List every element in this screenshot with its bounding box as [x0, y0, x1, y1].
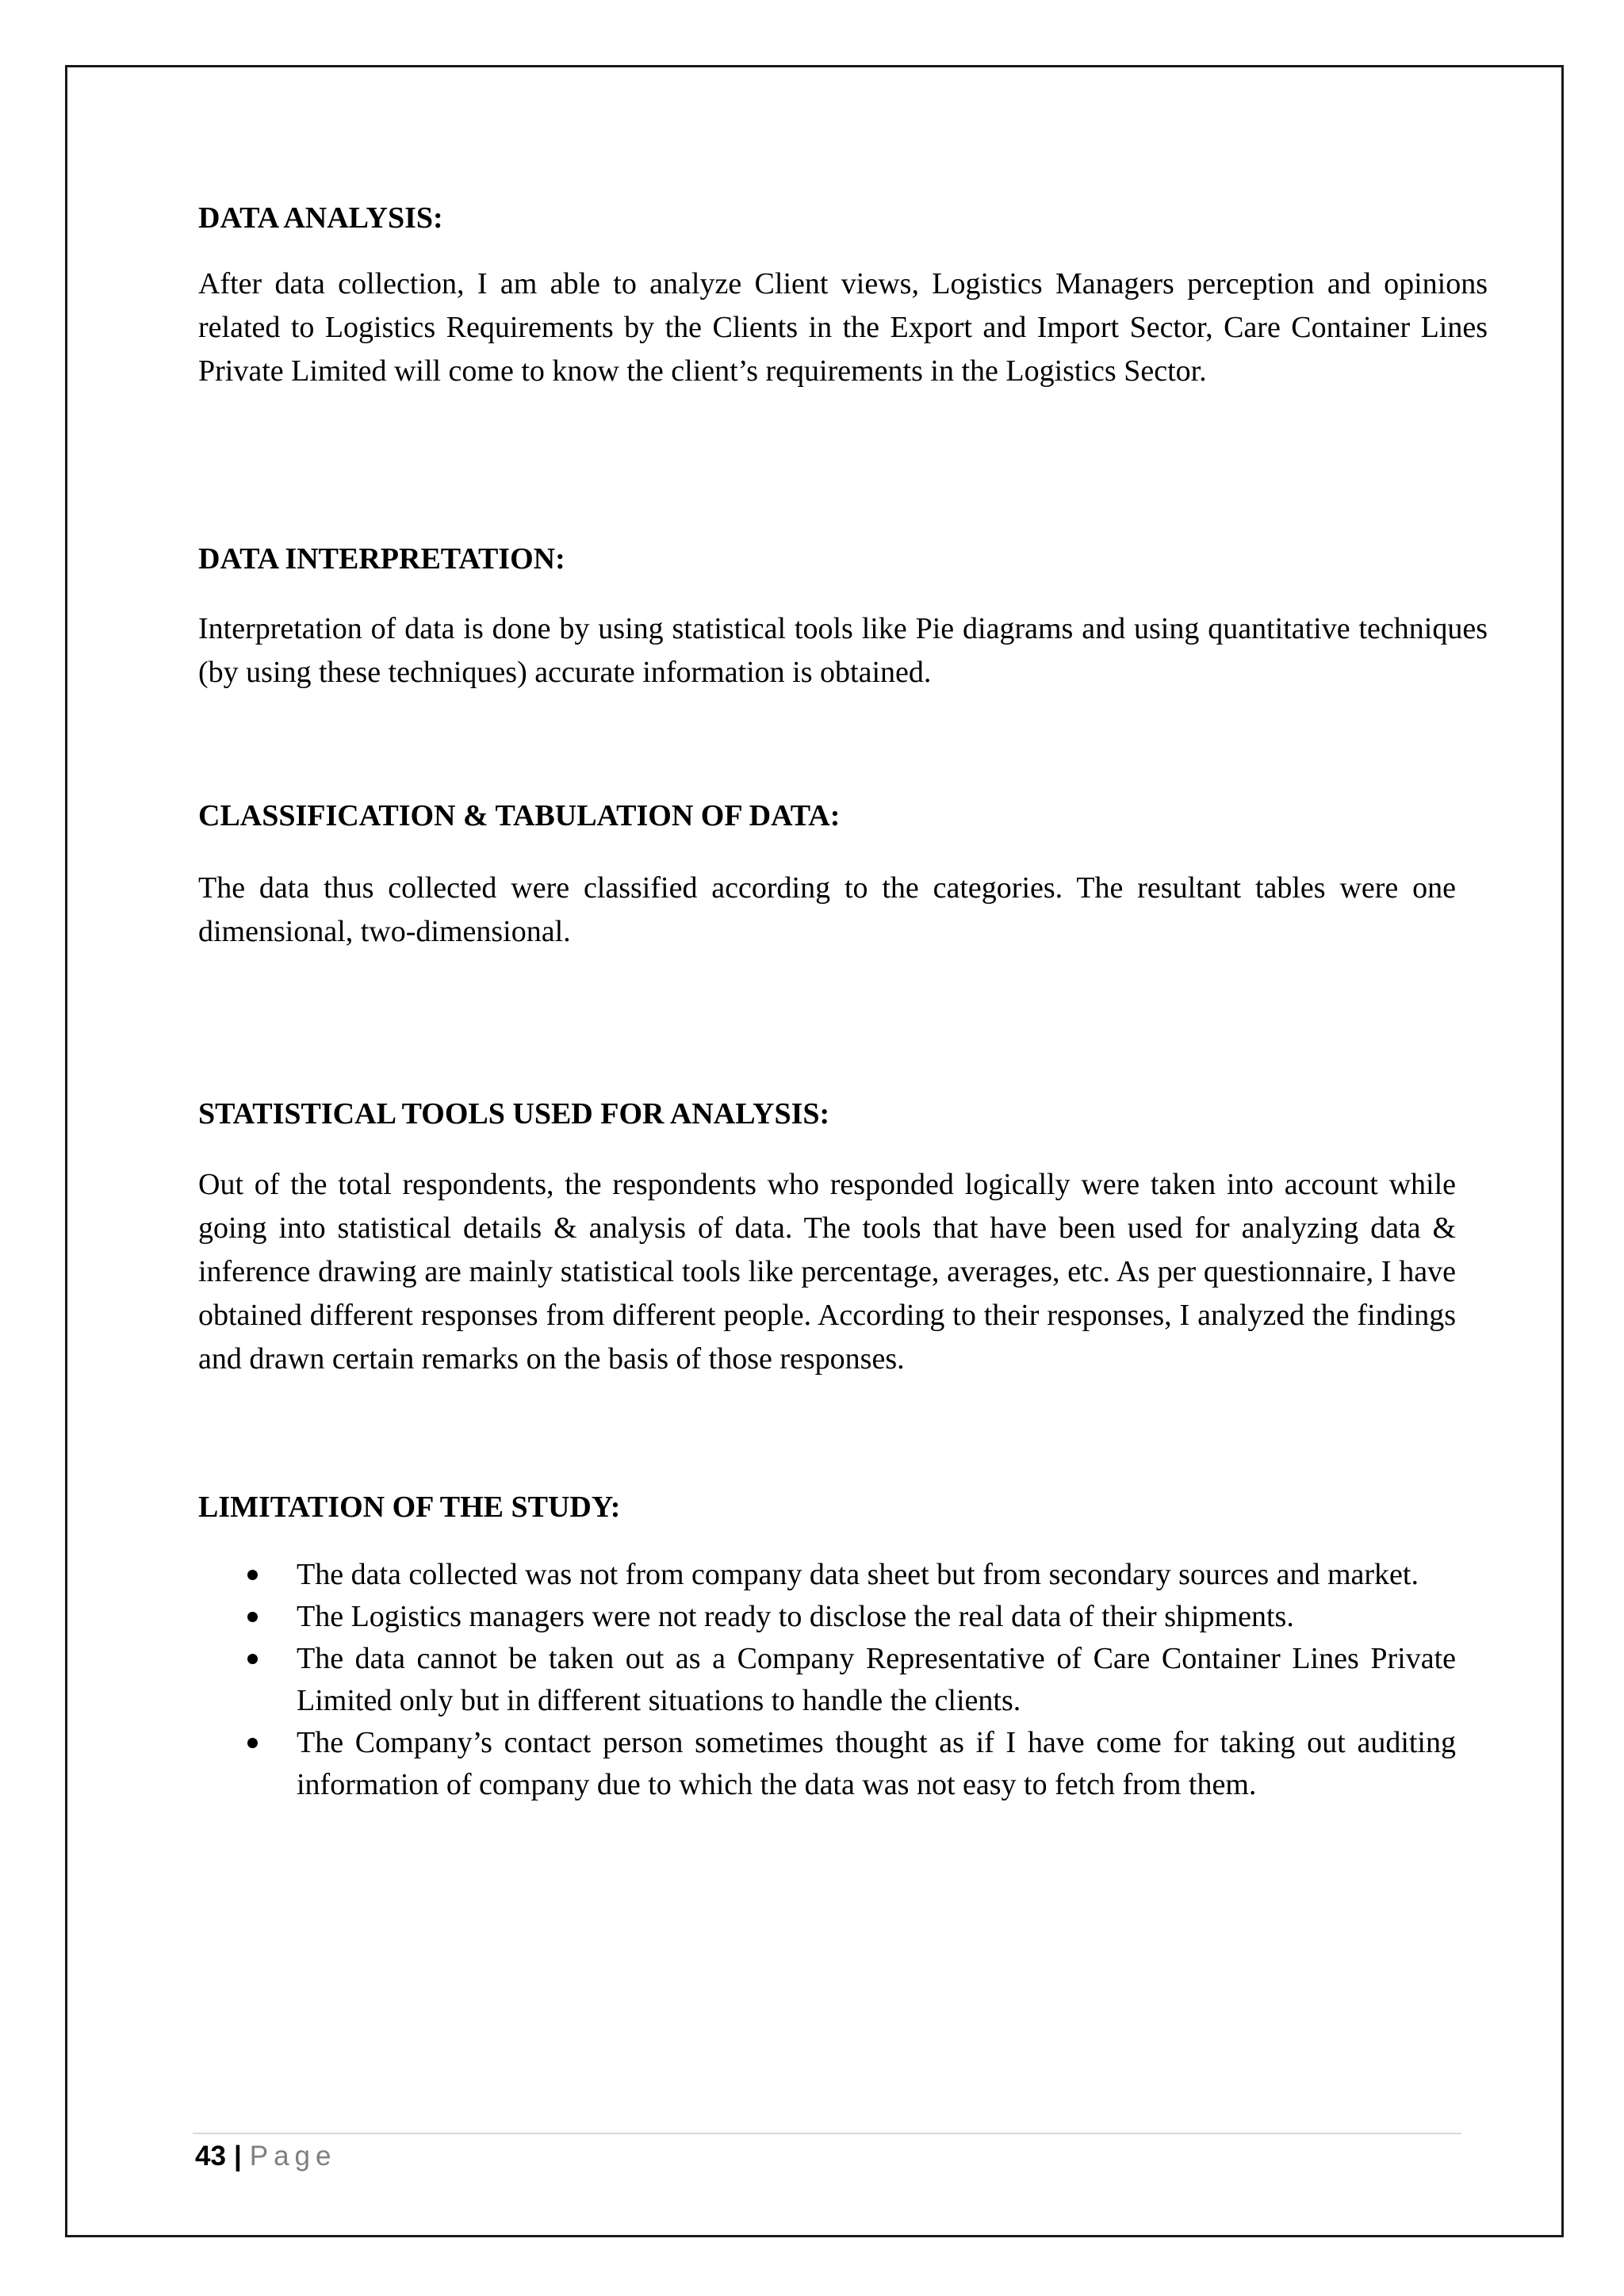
- page-number: 43: [195, 2141, 226, 2172]
- limitation-list: [198, 1554, 1456, 1806]
- paragraph-statistical-tools: Out of the total respondents, the respondents who responded logically were taken into account while going into statistical details & analysis of data. The tools that have been used for analyzing data & inference drawing are mainly statistical tools like percentage, averages, etc. As per questionnaire, I have obtained different responses from different people. According to their responses, I analyzed the findings and drawn certain remarks on the basis of those responses.: [198, 1168, 1456, 1376]
- list-item-text: The data cannot be taken out as a Company Representative of Care Container Lines Private Limited only but in different situations to handle the clients.: [297, 1642, 1456, 1717]
- list-item: [198, 1554, 1456, 1596]
- page-label: Page: [249, 2141, 337, 2172]
- list-item-text: The Logistics managers were not ready to disclose the real data of their shipments.: [297, 1600, 1294, 1633]
- heading-classification: CLASSIFICATION & TABULATION OF DATA:: [198, 799, 841, 832]
- bullet-icon: [247, 1570, 258, 1580]
- heading-limitation: LIMITATION OF THE STUDY:: [198, 1490, 621, 1524]
- bullet-icon: [247, 1654, 258, 1664]
- list-item: [198, 1722, 1456, 1806]
- paragraph-data-interpretation: Interpretation of data is done by using statistical tools like Pie diagrams and using quantitative techniques (by using these techniques) accurate information is obtained.: [198, 612, 1488, 689]
- paragraph-data-analysis: After data collection, I am able to analyze Client views, Logistics Managers perception and opinions related to Logistics Requirements by the Clients in the Export and Import Sector, Care Container Lines Private Limited will come to know the client’s requirements in the Logistics Sector.: [198, 267, 1488, 388]
- footer-divider: [193, 2133, 1461, 2134]
- list-item-text: The Company’s contact person sometimes thought as if I have come for taking out auditing information of company due to which the data was not easy to fetch from them.: [297, 1726, 1456, 1801]
- list-item-text: The data collected was not from company data sheet but from secondary sources and market.: [297, 1558, 1419, 1591]
- heading-statistical-tools: STATISTICAL TOOLS USED FOR ANALYSIS:: [198, 1097, 830, 1131]
- list-item: [198, 1596, 1456, 1638]
- page-footer: [195, 2139, 336, 2174]
- bullet-icon: [247, 1738, 258, 1748]
- paragraph-classification: The data thus collected were classified according to the categories. The resultant tables were one dimensional, two-dimensional.: [198, 871, 1456, 948]
- heading-data-interpretation: DATA INTERPRETATION:: [198, 542, 565, 576]
- bullet-icon: [247, 1612, 258, 1622]
- footer-separator: |: [233, 2141, 242, 2172]
- heading-data-analysis: DATA ANALYSIS:: [198, 201, 443, 235]
- list-item: [198, 1638, 1456, 1722]
